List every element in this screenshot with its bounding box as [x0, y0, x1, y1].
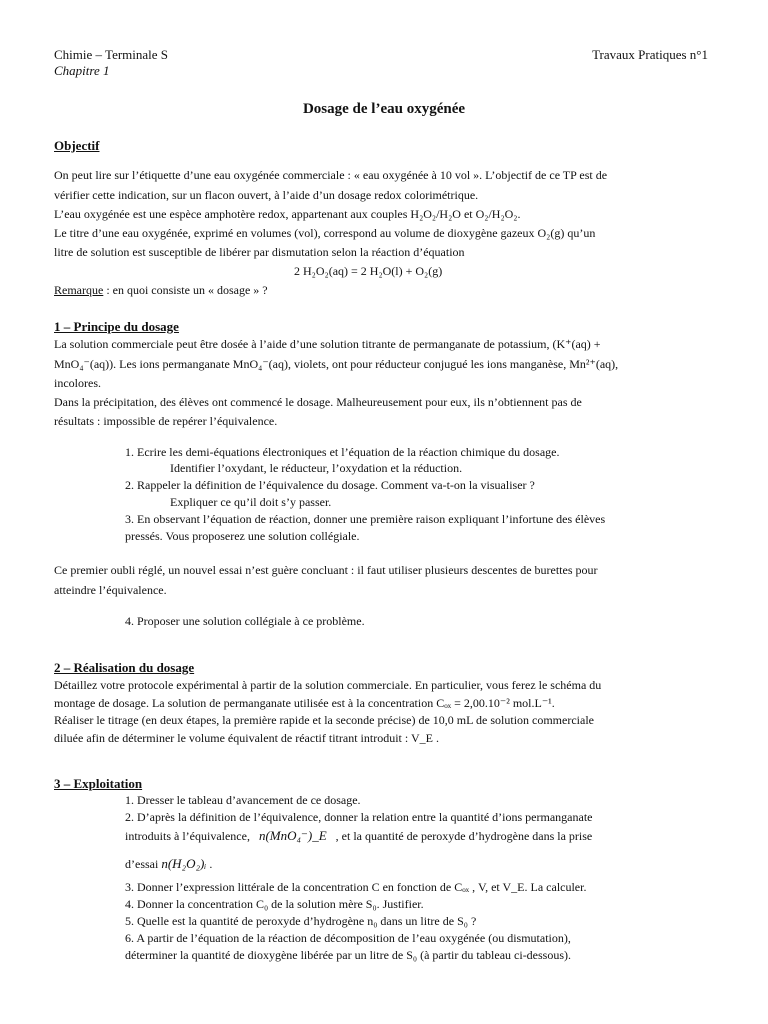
section2-line-3: Réaliser le titrage (en deux étapes, la première rapide et la seconde précise) de 10,0 mL de solution commerciale — [54, 713, 594, 727]
header-practical-number: Travaux Pratiques n°1 — [592, 47, 708, 62]
objectif-line-3: L’eau oxygénée est une espèce amphotère redox, appartenant aux couples H₂O₂/H₂O et O₂/H₂O₂. — [54, 207, 521, 221]
section1-question-2: 2. Rappeler la définition de l’équivalence du dosage. Comment va-t-on la visualiser ? — [125, 478, 535, 492]
section3-question-6-line-2: déterminer la quantité de dioxygène libérée par un litre de S₀ (à partir du tableau ci-dessous). — [125, 948, 572, 962]
section1-question-4: 4. Proposer une solution collégiale à ce problème. — [125, 614, 365, 628]
section3-question-2: 2. D’après la définition de l’équivalence, donner la relation entre la quantité d’ions permanganate — [125, 810, 593, 824]
section1-line-3: incolores. — [54, 376, 101, 390]
remarque-text: : en quoi consiste un « dosage » ? — [103, 283, 268, 297]
header-chapter: Chapitre 1 — [54, 63, 110, 78]
section3-question-1: 1. Dresser le tableau d’avancement de ce dosage. — [125, 793, 361, 807]
section3-question-2-line-3 — [125, 856, 212, 872]
q2c-pre-text: d’essai — [125, 857, 159, 871]
peroxide-formula: n(H₂O₂)ᵢ — [161, 856, 207, 871]
section3-question-5: 5. Quelle est la quantité de peroxyde d’hydrogène n₀ dans un litre de S₀ ? — [125, 914, 477, 928]
section2-heading: 2 – Réalisation du dosage — [54, 660, 195, 675]
objectif-line-2: vérifier cette indication, sur un flacon ouvert, à l’aide d’un dosage redox colorimétrique. — [54, 188, 479, 202]
section1-question-1-sub: Identifier l’oxydant, le réducteur, l’oxydation et la réduction. — [170, 461, 463, 475]
section2-line-1: Détaillez votre protocole expérimental à partir de la solution commerciale. En particulier, vous ferez le schéma du — [54, 678, 602, 692]
objectif-line-1: On peut lire sur l’étiquette d’une eau oxygénée commerciale : « eau oxygénée à 10 vol ». L’objectif de ce TP est de — [54, 168, 608, 182]
section1-line-5: résultats : impossible de repérer l’équivalence. — [54, 414, 278, 428]
q2c-post-text: . — [209, 857, 213, 871]
objectif-heading: Objectif — [54, 138, 100, 153]
section3-question-3: 3. Donner l’expression littérale de la concentration C en fonction de Cₒₓ , V, et V_E. La calculer. — [125, 880, 587, 894]
q2-pre-text: introduits à l’équivalence, — [125, 829, 250, 843]
permanganate-formula: n(MnO₄⁻)_E — [258, 828, 327, 843]
section1-line-2: MnO₄⁻(aq)). Les ions permanganate MnO₄⁻(aq), violets, ont pour réducteur conjugué les ions manganèse, Mn²⁺(aq), — [54, 357, 619, 371]
section1-question-3-sub: pressés. Vous proposerez une solution collégiale. — [125, 529, 360, 543]
section1-question-2-sub: Expliquer ce qu’il doit s’y passer. — [170, 495, 332, 509]
remarque-label: Remarque — [54, 283, 104, 297]
remarque-line — [54, 283, 268, 298]
objectif-line-4: Le titre d’une eau oxygénée, exprimé en volumes (vol), correspond au volume de dioxygène gazeux O₂(g) qu’un — [54, 226, 596, 240]
section1-paragraph2-line-1: Ce premier oubli réglé, un nouvel essai n’est guère concluant : il faut utiliser plusieurs descentes de burettes pour — [54, 563, 598, 577]
section1-question-3: 3. En observant l’équation de réaction, donner une première raison expliquant l’infortune des élèves — [125, 512, 606, 526]
section1-question-1: 1. Ecrire les demi-équations électroniques et l’équation de la réaction chimique du dosage. — [125, 445, 560, 459]
section2-line-4: diluée afin de déterminer le volume équivalent de réactif titrant introduit : V_E . — [54, 731, 439, 745]
section1-paragraph2-line-2: atteindre l’équivalence. — [54, 583, 167, 597]
objectif-line-5: litre de solution est susceptible de libérer par dismutation selon la réaction d’équation — [54, 245, 465, 259]
q2-post-text: , et la quantité de peroxyde d’hydrogène dans la prise — [335, 829, 593, 843]
section3-question-6: 6. A partir de l’équation de la réaction de décomposition de l’eau oxygénée (ou dismutation), — [125, 931, 571, 945]
section1-line-4: Dans la précipitation, des élèves ont commencé le dosage. Malheureusement pour eux, ils n’obtiennent pas de — [54, 395, 582, 409]
section3-question-4: 4. Donner la concentration C₀ de la solution mère S₀. Justifier. — [125, 897, 424, 911]
dismutation-equation: 2 H₂O₂(aq) = 2 H₂O(l) + O₂(g) — [294, 264, 443, 278]
header-course-title: Chimie – Terminale S — [54, 47, 169, 62]
section3-heading: 3 – Exploitation — [54, 776, 143, 791]
document-title: Dosage de l’eau oxygénée — [302, 101, 466, 117]
section3-question-2-line-2 — [125, 828, 592, 844]
section1-heading: 1 – Principe du dosage — [54, 319, 179, 334]
section2-line-2: montage de dosage. La solution de permanganate utilisée est à la concentration Cₒₓ = 2,00.10⁻² mol.L⁻¹. — [54, 696, 555, 710]
section1-line-1: La solution commerciale peut être dosée à l’aide d’une solution titrante de permanganate de potassium, (K⁺(aq) + — [54, 337, 601, 351]
